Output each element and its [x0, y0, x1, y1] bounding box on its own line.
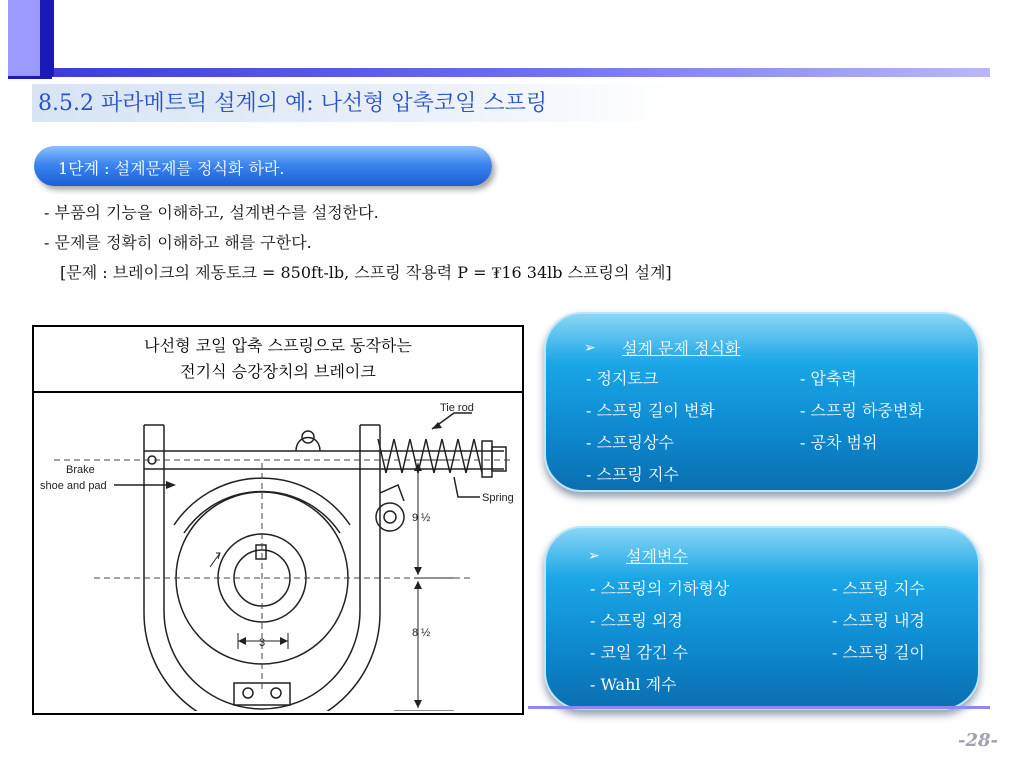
design-variables-panel: [544, 526, 980, 710]
panel1-right-item: - 스프링 하중변화: [800, 401, 924, 420]
panel2-right-item: - 스프링 내경: [832, 611, 925, 630]
brake-label-line-2: shoe and pad: [40, 480, 107, 492]
figure-caption: [34, 327, 522, 393]
figure-caption-line-1: 나선형 코일 압축 스프링으로 동작하는: [144, 336, 412, 355]
spring-label: Spring: [482, 492, 514, 504]
footer-line: [528, 706, 990, 709]
panel2-right-item: - 스프링 길이: [832, 643, 925, 662]
design-problem-title: 설계 문제 정식화: [622, 339, 741, 358]
body-line-3: [문제 : 브레이크의 제동토크 = 850ft-lb, 스프링 작용력 P = ₮16 34lb 스프링의 설계]: [60, 263, 672, 282]
header-decoration-bar: [40, 0, 54, 76]
compression-spring: [378, 439, 482, 473]
step-label: 1단계 : 설계문제를 정식화 하라.: [58, 159, 285, 178]
panel1-right-item: - 공차 범위: [800, 433, 878, 452]
bullet-arrow-icon: ➢: [584, 340, 596, 356]
figure-box: [32, 325, 524, 715]
panel1-right-item: - 압축력: [800, 369, 857, 388]
panel2-left-item: - 스프링의 기하형상: [590, 579, 730, 598]
brake-diagram: [34, 393, 518, 711]
panel2-right-item: - 스프링 지수: [832, 579, 925, 598]
design-variables-title: 설계변수: [626, 547, 688, 566]
brake-label-line-1: Brake: [66, 464, 95, 476]
figure-caption-line-2: 전기식 승강장치의 브레이크: [180, 362, 376, 381]
panel1-left-item: - 스프링상수: [586, 433, 674, 452]
panel1-left-item: - 스프링 길이 변화: [586, 401, 715, 420]
body-line-1: - 부품의 기능을 이해하고, 설계변수를 설정한다.: [44, 203, 379, 222]
panel1-left-item: - 정지토크: [586, 369, 659, 388]
body-line-2: - 문제를 정확히 이해하고 해를 구한다.: [44, 233, 312, 252]
dimension-upper-label: 9 ½: [412, 512, 431, 524]
header-line: [8, 68, 990, 77]
design-problem-panel: [544, 312, 980, 492]
slide-title: 8.5.2 파라메트릭 설계의 예: 나선형 압축코일 스프링: [38, 91, 548, 116]
bullet-arrow-icon: ➢: [588, 548, 600, 564]
header-decoration-underline: [8, 76, 52, 79]
spring-pointer: [454, 477, 480, 497]
page-number: -28-: [958, 730, 998, 751]
panel2-left-item: - Wahl 계수: [590, 675, 677, 694]
tie-rod-label: Tie rod: [440, 402, 474, 414]
panel1-left-item: - 스프링 지수: [586, 465, 679, 484]
dimension-width-label: 3: [259, 637, 266, 649]
dimension-lower-label: 8 ½: [412, 627, 431, 639]
panel2-left-item: - 코일 감긴 수: [590, 643, 688, 662]
panel2-left-item: - 스프링 외경: [590, 611, 683, 630]
